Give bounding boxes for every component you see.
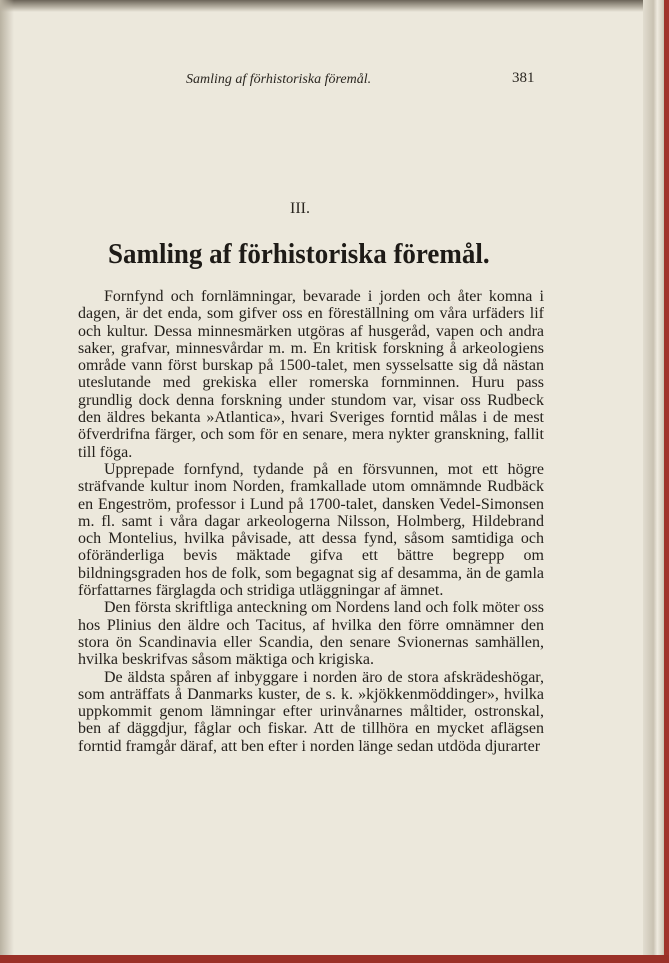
page-gutter-shadow — [0, 0, 14, 963]
running-head: Samling af förhistoriska föremål. — [186, 72, 372, 87]
bottom-book-edge — [0, 955, 669, 963]
section-number: III. — [290, 200, 310, 217]
paragraph: Upprepade fornfynd, tydande på en försvunnen, mot ett högre sträfvande kultur inom Norden, framkallade utom omnämnde Rudbäck en Engeström, professor i Lund på 1700-talet, dansken Vedel-Simonsen m. fl. samt i våra dagar arkeologerna Nilsson, Holmberg, Hildebrand och Montelius, hvilka påvisade, att dessa fynd, såsom samtidiga och oföränderliga bevis mäktade gifva ett bättre begrepp om bildningsgraden hos de folk, som begagnat sig af desamma, än de gamla författarnes färglagda och stridiga utläggningar af ämnet. — [78, 460, 544, 600]
paragraph: De äldsta spåren af inbyggare i norden äro de stora afskrädeshögar, som anträffats å Danmarks kuster, de s. k. »kjökkenmöddinger», hvilka uppkommit genom lämningar efter urinvånarnes måltider, ostronskal, ben af däggdjur, fåglar och fiskar. Att de tillhöra en mycket aflägsen forntid framgår däraf, att ben efter i norden länge sedan utdöda djurarter — [78, 668, 544, 755]
paragraph: Fornfynd och fornlämningar, bevarade i jorden och åter komna i dagen, är det enda, som gifver oss en föreställning om våra urfäders lif och kultur. Dessa minnesmärken utgöras af husgeråd, vapen och andra saker, grafvar, minnesvårdar m. m. En kritisk forskning å arkeologiens område vann först burskap på 1500-talet, men sysselsatte sig då nästan uteslutande med grekiska eller romerska fornminnen. Huru pass grundlig dock denna forskning under stundom var, visar oss Rudbeck den äldres bekanta »Atlantica», hvari Sveriges forntid målas i de mest öfverdrifna färger, och som för en senare, mera nykter granskning, fallit till föga. — [78, 288, 544, 461]
page-number: 381 — [512, 70, 535, 86]
page-top-edge — [0, 0, 669, 12]
paragraph: Den första skriftliga anteckning om Nordens land och folk möter oss hos Plinius den äldre och Tacitus, af hvilka den förre omnämner den stora ön Scandinavia eller Scandia, den senare Svionernas samhällen, hvilka beskrifvas såsom mäktiga och krigiska. — [78, 599, 544, 669]
red-book-edge — [664, 0, 669, 963]
chapter-title: Samling af förhistoriska föremål. — [108, 238, 490, 270]
body-text — [78, 288, 544, 755]
